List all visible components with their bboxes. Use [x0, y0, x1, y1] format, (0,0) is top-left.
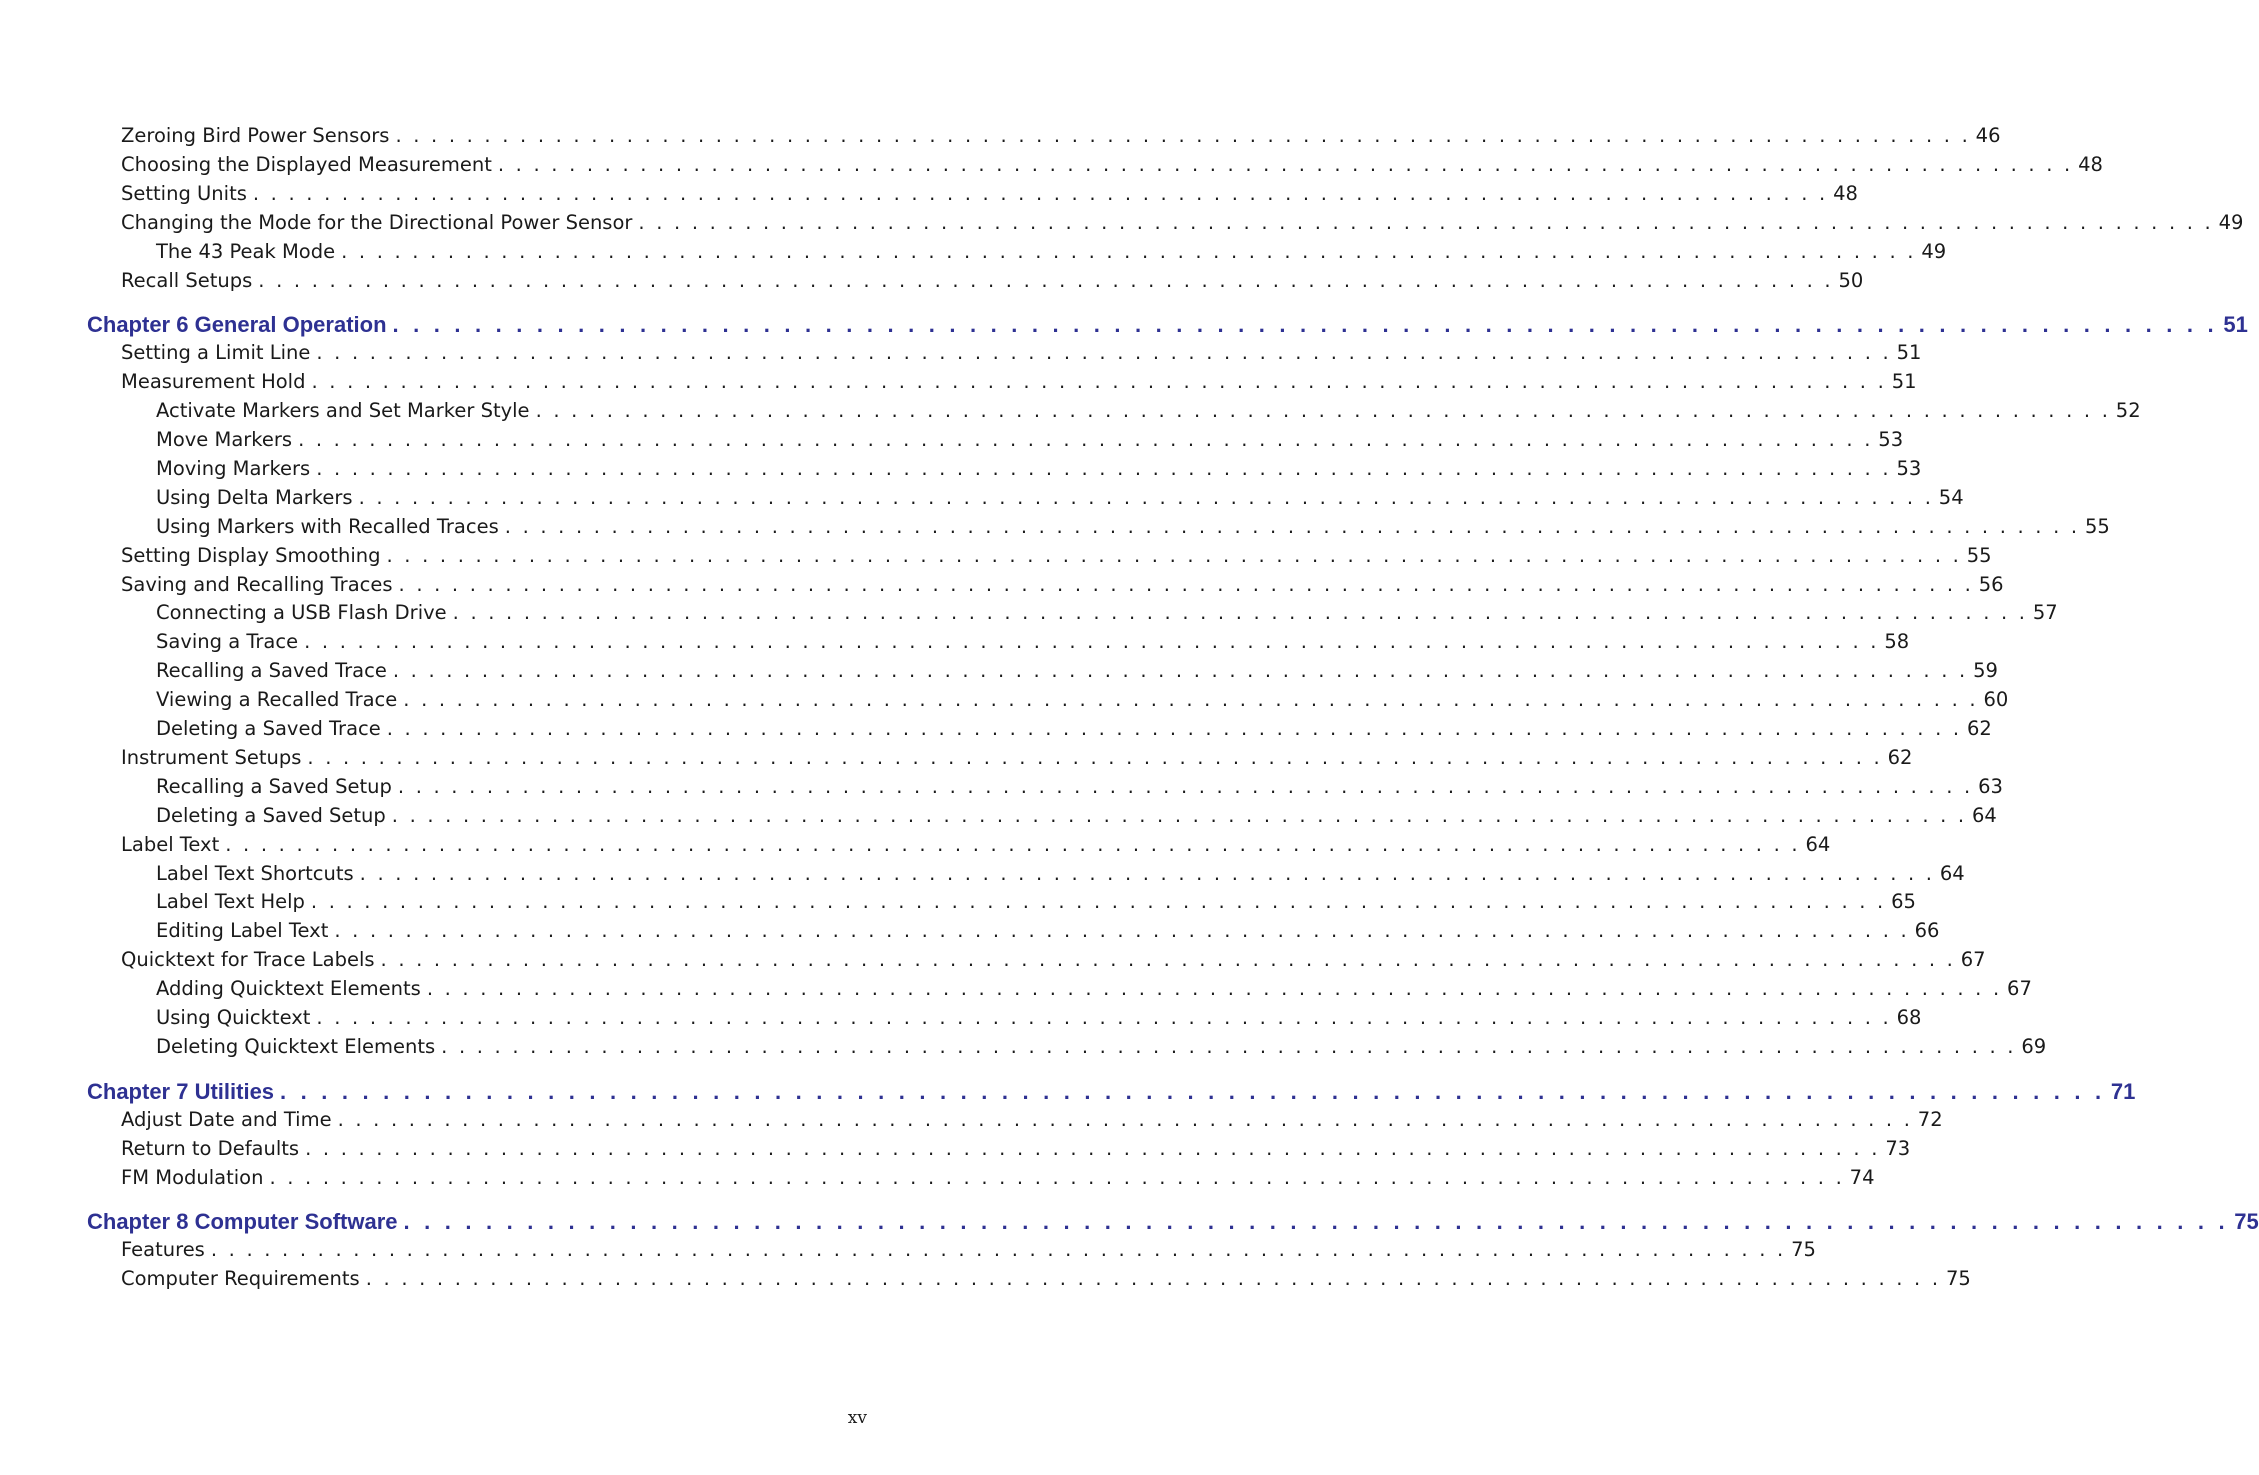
toc-entry[interactable] — [156, 514, 2110, 538]
dot-leader: . . . . . . . . . . . . . . . . . . . . . . . . . . . . . . . . . . . . . . . . . . . . . . . . . . . . . . . . . . . . . . . . . . . . . . . . . . . . . . . . . . . . . . . . . — [310, 890, 1886, 914]
toc-entry-title: Choosing the Displayed Measurement — [121, 152, 492, 176]
toc-entry[interactable] — [121, 124, 2001, 147]
toc-entry[interactable] — [121, 1107, 1943, 1131]
toc-entry-title: FM Modulation — [121, 1165, 264, 1189]
toc-entry[interactable] — [121, 268, 1864, 292]
toc-entry[interactable] — [121, 1165, 1875, 1189]
toc-entry-title: Activate Markers and Set Marker Style — [156, 399, 530, 423]
dot-leader: . . . . . . . . . . . . . . . . . . . . . . . . . . . . . . . . . . . . . . . . . . . . . . . . . . . . . . . . . . . . . . . . . . . . . . . . . . . . . . . . . . . . . . . . . — [403, 1209, 2229, 1235]
toc-entry-page: 57 — [2032, 601, 2058, 625]
toc-entry-page: 64 — [1972, 803, 1997, 827]
toc-entry-title: Viewing a Recalled Trace — [156, 688, 398, 712]
dot-leader: . . . . . . . . . . . . . . . . . . . . . . . . . . . . . . . . . . . . . . . . . . . . . . . . . . . . . . . . . . . . . . . . . . . . . . . . . . . . . . . . . . . . . . . . . — [304, 630, 1880, 654]
toc-entry[interactable] — [121, 1238, 1816, 1262]
toc-entry-title: Label Text Help — [156, 890, 305, 914]
toc-entry-title: Zeroing Bird Power Sensors — [121, 124, 390, 147]
toc-entry-title: Adding Quicktext Elements — [156, 977, 421, 1001]
dot-leader: . . . . . . . . . . . . . . . . . . . . . . . . . . . . . . . . . . . . . . . . . . . . . . . . . . . . . . . . . . . . . . . . . . . . . . . . . . . . . . . . . . . . . . . . . — [392, 659, 1968, 683]
dot-leader: . . . . . . . . . . . . . . . . . . . . . . . . . . . . . . . . . . . . . . . . . . . . . . . . . . . . . . . . . . . . . . . . . . . . . . . . . . . . . . . . . . . . . . . . . — [252, 181, 1828, 205]
dot-leader: . . . . . . . . . . . . . . . . . . . . . . . . . . . . . . . . . . . . . . . . . . . . . . . . . . . . . . . . . . . . . . . . . . . . . . . . . . . . . . . . . . . . . . . . . — [365, 1267, 1941, 1291]
toc-entry-title: Setting a Limit Line — [121, 341, 311, 365]
toc-entry[interactable] — [156, 1034, 2047, 1058]
toc-entry[interactable] — [121, 210, 2244, 234]
dot-leader: . . . . . . . . . . . . . . . . . . . . . . . . . . . . . . . . . . . . . . . . . . . . . . . . . . . . . . . . . . . . . . . . . . . . . . . . . . . . . . . . . . . . . . . . . — [311, 370, 1887, 394]
toc-entry[interactable] — [156, 774, 2003, 798]
toc-entry-title: Chapter 6 General Operation — [87, 312, 387, 338]
toc-entry-title: Chapter 7 Utilities — [87, 1078, 275, 1104]
toc-entry-title: Quicktext for Trace Labels — [121, 948, 375, 972]
dot-leader: . . . . . . . . . . . . . . . . . . . . . . . . . . . . . . . . . . . . . . . . . . . . . . . . . . . . . . . . . . . . . . . . . . . . . . . . . . . . . . . . . . . . . . . . . — [334, 919, 1910, 943]
toc-entry-title: Chapter 8 Computer Software — [87, 1209, 398, 1235]
toc-entry-title: Setting Units — [121, 181, 247, 205]
toc-entry-title: Recalling a Saved Trace — [156, 659, 387, 683]
dot-leader: . . . . . . . . . . . . . . . . . . . . . . . . . . . . . . . . . . . . . . . . . . . . . . . . . . . . . . . . . . . . . . . . . . . . . . . . . . . . . . . . . . . . . . . . . — [403, 688, 1979, 712]
toc-entry-page: 49 — [2218, 210, 2244, 234]
toc-entry[interactable] — [156, 803, 1997, 827]
toc-entry[interactable] — [121, 832, 1831, 856]
toc-entry-page: 59 — [1973, 659, 1998, 683]
toc-entry-title: Label Text Shortcuts — [156, 861, 354, 885]
toc-entry-page: 54 — [1938, 485, 1964, 509]
toc-entry[interactable] — [156, 630, 1910, 654]
toc-entry[interactable] — [121, 1136, 1911, 1160]
toc-entry-title: Deleting a Saved Setup — [156, 803, 386, 827]
dot-leader: . . . . . . . . . . . . . . . . . . . . . . . . . . . . . . . . . . . . . . . . . . . . . . . . . . . . . . . . . . . . . . . . . . . . . . . . . . . . . . . . . . . . . . . . . — [316, 341, 1892, 365]
toc-entry-page: 62 — [1887, 745, 1913, 769]
toc-entry[interactable] — [121, 572, 2004, 596]
toc-entry[interactable] — [156, 485, 1964, 509]
toc-entry-page: 51 — [1896, 341, 1922, 365]
page-number: xv — [847, 1408, 867, 1428]
toc-entry[interactable] — [156, 239, 1947, 263]
toc-entry[interactable] — [156, 456, 1922, 480]
toc-entry-page: 65 — [1891, 890, 1916, 914]
dot-leader: . . . . . . . . . . . . . . . . . . . . . . . . . . . . . . . . . . . . . . . . . . . . . . . . . . . . . . . . . . . . . . . . . . . . . . . . . . . . . . . . . . . . . . . . . — [380, 948, 1956, 972]
dot-leader: . . . . . . . . . . . . . . . . . . . . . . . . . . . . . . . . . . . . . . . . . . . . . . . . . . . . . . . . . . . . . . . . . . . . . . . . . . . . . . . . . . . . . . . . . — [307, 745, 1883, 769]
dot-leader: . . . . . . . . . . . . . . . . . . . . . . . . . . . . . . . . . . . . . . . . . . . . . . . . . . . . . . . . . . . . . . . . . . . . . . . . . . . . . . . . . . . . . . . . . — [386, 543, 1962, 567]
dot-leader: . . . . . . . . . . . . . . . . . . . . . . . . . . . . . . . . . . . . . . . . . . . . . . . . . . . . . . . . . . . . . . . . . . . . . . . . . . . . . . . . . . . . . . . . . — [298, 428, 1874, 451]
toc-entry-title: Measurement Hold — [121, 370, 306, 394]
toc-entry-title: Deleting Quicktext Elements — [156, 1034, 436, 1058]
toc-entry-title: Connecting a USB Flash Drive — [156, 601, 447, 625]
toc-entry-page: 58 — [1884, 630, 1910, 654]
toc-entry[interactable] — [121, 745, 1913, 769]
toc-entry-title: Setting Display Smoothing — [121, 543, 381, 567]
dot-leader: . . . . . . . . . . . . . . . . . . . . . . . . . . . . . . . . . . . . . . . . . . . . . . . . . . . . . . . . . . . . . . . . . . . . . . . . . . . . . . . . . . . . . . . . . — [225, 832, 1801, 856]
toc-entry-page: 50 — [1838, 268, 1864, 292]
dot-leader: . . . . . . . . . . . . . . . . . . . . . . . . . . . . . . . . . . . . . . . . . . . . . . . . . . . . . . . . . . . . . . . . . . . . . . . . . . . . . . . . . . . . . . . . . — [305, 1136, 1881, 1160]
dot-leader: . . . . . . . . . . . . . . . . . . . . . . . . . . . . . . . . . . . . . . . . . . . . . . . . . . . . . . . . . . . . . . . . . . . . . . . . . . . . . . . . . . . . . . . . . — [337, 1107, 1913, 1131]
dot-leader: . . . . . . . . . . . . . . . . . . . . . . . . . . . . . . . . . . . . . . . . . . . . . . . . . . . . . . . . . . . . . . . . . . . . . . . . . . . . . . . . . . . . . . . . . — [638, 210, 2214, 234]
toc-entry-title: Recall Setups — [121, 268, 253, 292]
dot-leader: . . . . . . . . . . . . . . . . . . . . . . . . . . . . . . . . . . . . . . . . . . . . . . . . . . . . . . . . . . . . . . . . . . . . . . . . . . . . . . . . . . . . . . . . . — [452, 601, 2028, 625]
toc-entry-title: Saving and Recalling Traces — [121, 572, 393, 596]
toc-entry-title: Using Delta Markers — [156, 485, 353, 509]
toc-chapter-heading[interactable] — [87, 312, 2248, 338]
dot-leader: . . . . . . . . . . . . . . . . . . . . . . . . . . . . . . . . . . . . . . . . . . . . . . . . . . . . . . . . . . . . . . . . . . . . . . . . . . . . . . . . . . . . . . . . . — [316, 1006, 1892, 1029]
dot-leader: . . . . . . . . . . . . . . . . . . . . . . . . . . . . . . . . . . . . . . . . . . . . . . . . . . . . . . . . . . . . . . . . . . . . . . . . . . . . . . . . . . . . . . . . . — [441, 1034, 2017, 1058]
toc-entry[interactable] — [156, 890, 1916, 914]
toc-entry-title: The 43 Peak Mode — [156, 239, 336, 263]
toc-entry[interactable] — [121, 948, 1986, 972]
toc-entry-title: Editing Label Text — [156, 919, 329, 943]
toc-entry-page: 52 — [2115, 399, 2141, 423]
toc-entry-page: 56 — [1978, 572, 2004, 596]
toc-entry-page: 53 — [1878, 428, 1904, 451]
toc-entry[interactable] — [156, 861, 1965, 885]
toc-entry[interactable] — [121, 341, 1922, 365]
dot-leader: . . . . . . . . . . . . . . . . . . . . . . . . . . . . . . . . . . . . . . . . . . . . . . . . . . . . . . . . . . . . . . . . . . . . . . . . . . . . . . . . . . . . . . . . . — [398, 572, 1974, 596]
toc-entry[interactable] — [121, 543, 1992, 567]
toc-entry-page: 71 — [2110, 1078, 2136, 1104]
toc-entry-title: Saving a Trace — [156, 630, 299, 654]
toc-entry-page: 74 — [1849, 1165, 1875, 1189]
toc-entry-page: 73 — [1885, 1136, 1911, 1160]
dot-leader: . . . . . . . . . . . . . . . . . . . . . . . . . . . . . . . . . . . . . . . . . . . . . . . . . . . . . . . . . . . . . . . . . . . . . . . . . . . . . . . . . . . . . . . . . — [504, 514, 2080, 538]
toc-entry-title: Features — [121, 1238, 205, 1262]
toc-entry-page: 48 — [2078, 152, 2103, 176]
toc-entry[interactable] — [121, 152, 2103, 176]
dot-leader: . . . . . . . . . . . . . . . . . . . . . . . . . . . . . . . . . . . . . . . . . . . . . . . . . . . . . . . . . . . . . . . . . . . . . . . . . . . . . . . . . . . . . . . . . — [280, 1078, 2106, 1104]
toc-entry-title: Recalling a Saved Setup — [156, 774, 392, 798]
dot-leader: . . . . . . . . . . . . . . . . . . . . . . . . . . . . . . . . . . . . . . . . . . . . . . . . . . . . . . . . . . . . . . . . . . . . . . . . . . . . . . . . . . . . . . . . . — [258, 268, 1834, 292]
toc-entry-title: Changing the Mode for the Directional Power Sensor — [121, 210, 633, 234]
toc-entry-page: 64 — [1805, 832, 1831, 856]
toc-entry-title: Label Text — [121, 832, 220, 856]
dot-leader: . . . . . . . . . . . . . . . . . . . . . . . . . . . . . . . . . . . . . . . . . . . . . . . . . . . . . . . . . . . . . . . . . . . . . . . . . . . . . . . . . . . . . . . . . — [426, 977, 2002, 1001]
toc-entry-title: Instrument Setups — [121, 745, 302, 769]
toc-entry-title: Using Quicktext — [156, 1006, 311, 1029]
toc-entry-page: 55 — [1966, 543, 1992, 567]
dot-leader: . . . . . . . . . . . . . . . . . . . . . . . . . . . . . . . . . . . . . . . . . . . . . . . . . . . . . . . . . . . . . . . . . . . . . . . . . . . . . . . . . . . . . . . . . — [341, 239, 1917, 263]
toc-entry[interactable] — [156, 717, 1992, 740]
toc-entry-title: Using Markers with Recalled Traces — [156, 514, 499, 538]
toc-entry-page: 53 — [1896, 456, 1922, 480]
toc-entry[interactable] — [121, 1267, 1971, 1291]
toc-entry-page: 67 — [1960, 948, 1986, 972]
toc-entry[interactable] — [156, 977, 2032, 1001]
toc-entry-page: 69 — [2021, 1034, 2047, 1058]
toc-chapter-heading[interactable] — [87, 1209, 2259, 1235]
dot-leader: . . . . . . . . . . . . . . . . . . . . . . . . . . . . . . . . . . . . . . . . . . . . . . . . . . . . . . . . . . . . . . . . . . . . . . . . . . . . . . . . . . . . . . . . . — [392, 312, 2218, 338]
toc-entry[interactable] — [156, 399, 2141, 423]
toc-entry-page: 75 — [1945, 1267, 1971, 1291]
dot-leader: . . . . . . . . . . . . . . . . . . . . . . . . . . . . . . . . . . . . . . . . . . . . . . . . . . . . . . . . . . . . . . . . . . . . . . . . . . . . . . . . . . . . . . . . . — [386, 717, 1962, 740]
toc-entry[interactable] — [121, 181, 1858, 205]
dot-leader: . . . . . . . . . . . . . . . . . . . . . . . . . . . . . . . . . . . . . . . . . . . . . . . . . . . . . . . . . . . . . . . . . . . . . . . . . . . . . . . . . . . . . . . . . — [269, 1165, 1845, 1189]
toc-entry-page: 51 — [1891, 370, 1917, 394]
toc-entry-title: Moving Markers — [156, 456, 311, 480]
dot-leader: . . . . . . . . . . . . . . . . . . . . . . . . . . . . . . . . . . . . . . . . . . . . . . . . . . . . . . . . . . . . . . . . . . . . . . . . . . . . . . . . . . . . . . . . . — [359, 861, 1935, 885]
toc-entry-page: 68 — [1896, 1006, 1922, 1029]
toc-entry-page: 75 — [1791, 1238, 1816, 1262]
toc-entry-title: Computer Requirements — [121, 1267, 360, 1291]
toc-entry[interactable] — [156, 688, 2009, 712]
toc-entry[interactable] — [156, 601, 2058, 625]
toc-entry-page: 67 — [2007, 977, 2032, 1001]
toc-entry-title: Move Markers — [156, 428, 293, 451]
toc-entry[interactable] — [156, 1006, 1922, 1029]
toc-entry-page: 75 — [2234, 1209, 2259, 1235]
dot-leader: . . . . . . . . . . . . . . . . . . . . . . . . . . . . . . . . . . . . . . . . . . . . . . . . . . . . . . . . . . . . . . . . . . . . . . . . . . . . . . . . . . . . . . . . . — [358, 485, 1934, 509]
toc-entry-title: Deleting a Saved Trace — [156, 717, 381, 740]
dot-leader: . . . . . . . . . . . . . . . . . . . . . . . . . . . . . . . . . . . . . . . . . . . . . . . . . . . . . . . . . . . . . . . . . . . . . . . . . . . . . . . . . . . . . . . . . — [497, 152, 2073, 176]
toc-entry-title: Adjust Date and Time — [121, 1107, 332, 1131]
toc-entry-page: 63 — [1978, 774, 2003, 798]
toc-entry-page: 72 — [1917, 1107, 1943, 1131]
toc-chapter-heading[interactable] — [87, 1078, 2136, 1105]
dot-leader: . . . . . . . . . . . . . . . . . . . . . . . . . . . . . . . . . . . . . . . . . . . . . . . . . . . . . . . . . . . . . . . . . . . . . . . . . . . . . . . . . . . . . . . . . — [397, 774, 1973, 798]
toc-entry-page: 48 — [1833, 181, 1858, 205]
toc-entry-page: 62 — [1966, 717, 1992, 740]
toc-entry-page: 51 — [2223, 312, 2248, 338]
dot-leader: . . . . . . . . . . . . . . . . . . . . . . . . . . . . . . . . . . . . . . . . . . . . . . . . . . . . . . . . . . . . . . . . . . . . . . . . . . . . . . . . . . . . . . . . . — [395, 124, 1971, 147]
toc-entry-title: Return to Defaults — [121, 1136, 300, 1160]
dot-leader: . . . . . . . . . . . . . . . . . . . . . . . . . . . . . . . . . . . . . . . . . . . . . . . . . . . . . . . . . . . . . . . . . . . . . . . . . . . . . . . . . . . . . . . . . — [316, 456, 1892, 480]
toc-entry[interactable] — [156, 919, 1940, 943]
dot-leader: . . . . . . . . . . . . . . . . . . . . . . . . . . . . . . . . . . . . . . . . . . . . . . . . . . . . . . . . . . . . . . . . . . . . . . . . . . . . . . . . . . . . . . . . . — [391, 803, 1967, 827]
dot-leader: . . . . . . . . . . . . . . . . . . . . . . . . . . . . . . . . . . . . . . . . . . . . . . . . . . . . . . . . . . . . . . . . . . . . . . . . . . . . . . . . . . . . . . . . . — [535, 399, 2111, 423]
toc-entry-page: 64 — [1939, 861, 1965, 885]
dot-leader: . . . . . . . . . . . . . . . . . . . . . . . . . . . . . . . . . . . . . . . . . . . . . . . . . . . . . . . . . . . . . . . . . . . . . . . . . . . . . . . . . . . . . . . . . — [210, 1238, 1786, 1262]
toc-entry-page: 49 — [1921, 239, 1947, 263]
toc-entry[interactable] — [121, 370, 1917, 394]
toc-entry[interactable] — [156, 428, 1904, 451]
toc-entry-page: 55 — [2084, 514, 2110, 538]
toc-entry-page: 66 — [1914, 919, 1940, 943]
toc-entry[interactable] — [156, 659, 1998, 683]
toc-entry-page: 46 — [1975, 124, 2001, 147]
toc-entry-page: 60 — [1983, 688, 2009, 712]
